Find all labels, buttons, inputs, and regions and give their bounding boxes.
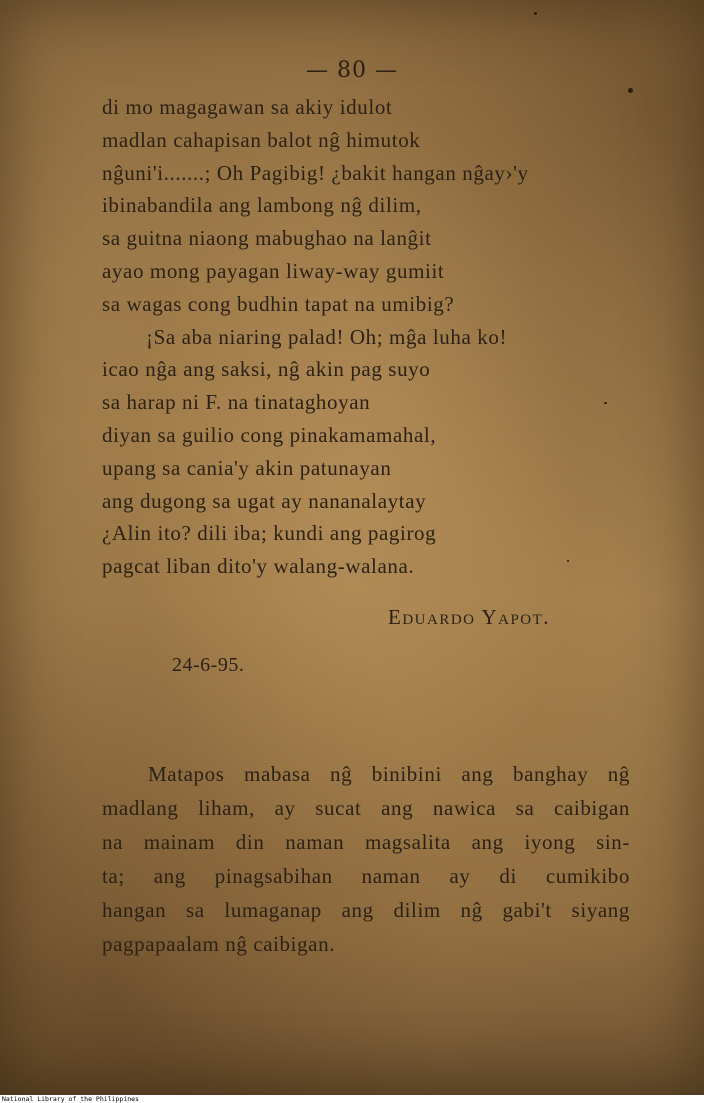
poem-line: ¡Sa aba niaring palad! Oh; mĝa luha ko! [146, 324, 508, 349]
poem-line: icao nĝa ang saksi, nĝ akin pag suyo [102, 357, 431, 382]
poem-line: diyan sa guilio cong pinakamamahal, [102, 422, 437, 447]
ink-speck [628, 88, 633, 93]
page-number: — 80 — [306, 58, 398, 83]
poem-line: nĝuni'i.......; Oh Pagibig! ¿bakit hangan nĝay›'y [102, 160, 529, 185]
prose-paragraph [102, 757, 642, 961]
prose-line: madlang liham, ay sucat ang nawica sa caibigan [102, 796, 630, 820]
footer-credit: National Library of the Philippines [2, 1095, 139, 1103]
poem-line: upang sa cania'y akin patunayan [102, 455, 392, 480]
prose-line: ta; ang pinagsabihan naman ay di cumikibo [102, 864, 630, 888]
prose-line: hangan sa lumaganap ang dilim nĝ gabi't siyang [102, 898, 630, 922]
poem-line: pagcat liban dito'y walang-walana. [102, 554, 415, 579]
ink-speck [534, 12, 537, 15]
ink-speck [567, 560, 569, 562]
ink-speck [604, 402, 607, 404]
poem-text [102, 91, 642, 583]
poem-line: sa wagas cong budhin tapat na umibig? [102, 291, 455, 316]
poem-line: ¿Alin ito? dili iba; kundi ang pagirog [102, 521, 437, 546]
prose-line: pagpapaalam nĝ caibigan. [102, 932, 336, 956]
poem-line: sa guitna niaong mabughao na lanĝit [102, 226, 432, 251]
poem-line: di mo magagawan sa akiy idulot [102, 95, 393, 119]
poem-line: sa harap ni F. na tinataghoyan [102, 390, 371, 415]
prose-line: na mainam din naman magsalita ang iyong sin- [102, 830, 630, 854]
author-signature: Eduardo Yapot. [388, 605, 551, 629]
poem-line: madlan cahapisan balot nĝ himutok [102, 127, 421, 152]
poem-line: ang dugong sa ugat ay nananalaytay [102, 488, 427, 513]
prose-line: Matapos mabasa nĝ binibini ang banghay nĝ [148, 762, 630, 786]
poem-date: 24-6-95. [172, 654, 245, 676]
poem-line: ayao mong payagan liway-way gumiit [102, 258, 445, 283]
poem-line: ibinabandila ang lambong nĝ dilim, [102, 193, 422, 218]
